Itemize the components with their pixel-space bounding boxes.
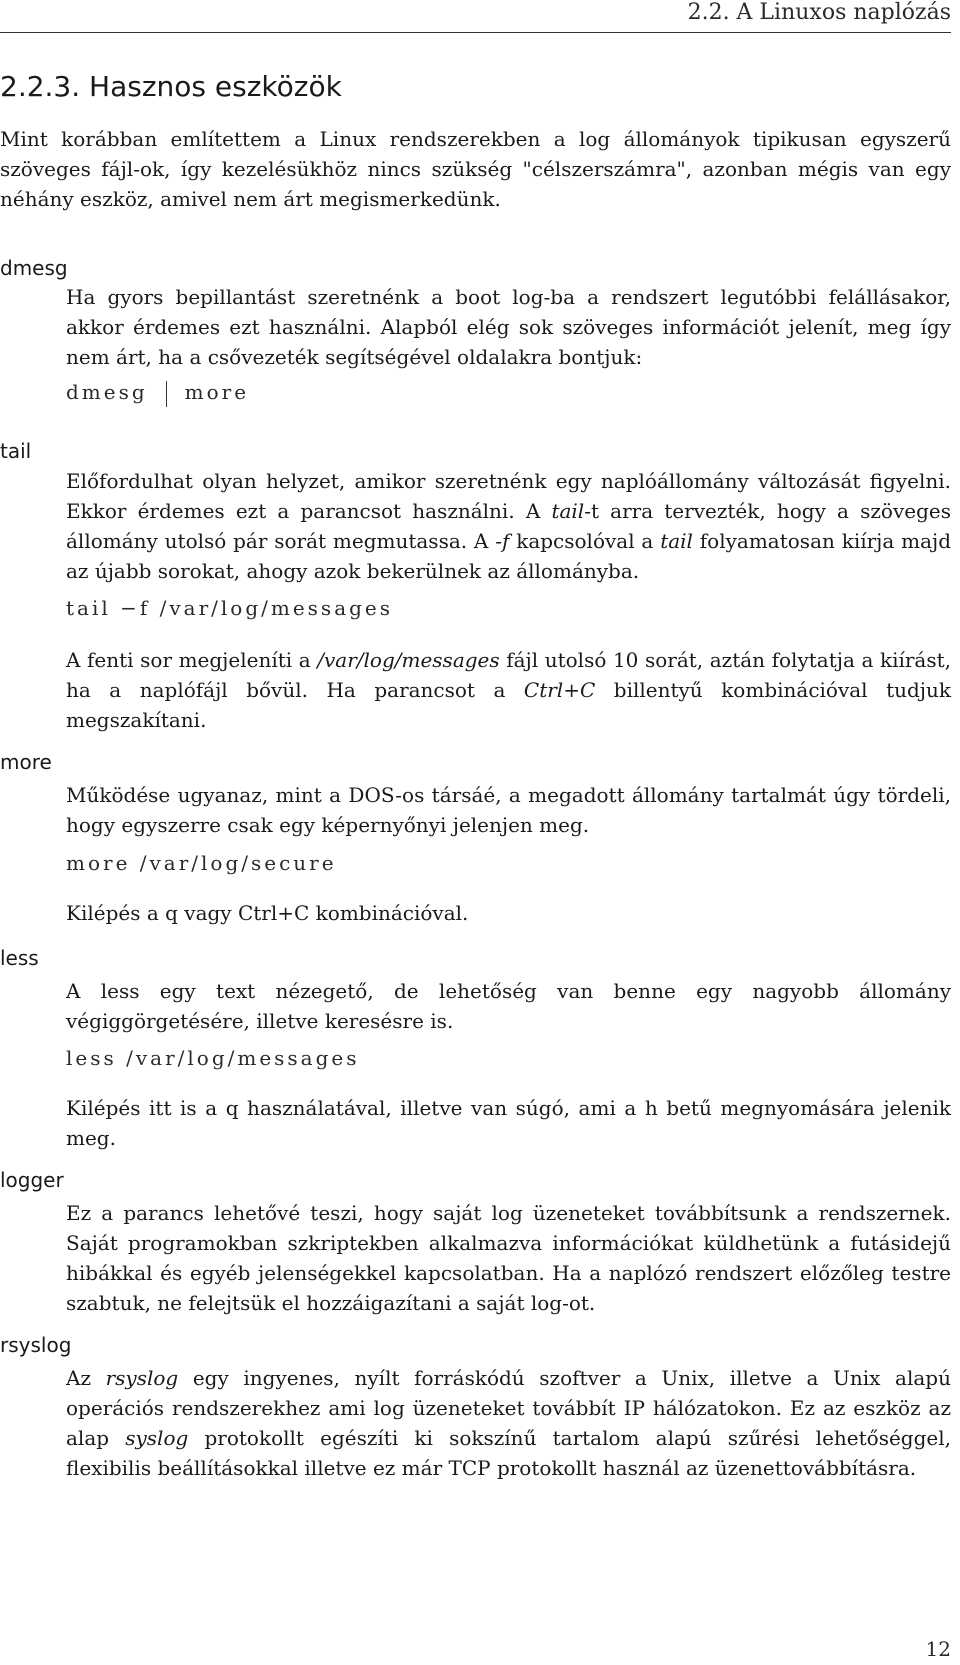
tail-explanation: A fenti sor megjeleníti a /var/log/messages fájl utolsó 10 sorát, aztán folytatja a kiírást, ha a naplófájl bővül. Ha parancsot a Ctrl+C billentyű kombinációval tudjuk megszakítani. [66, 648, 952, 732]
dmesg-code [66, 380, 249, 407]
term-more: more [0, 750, 52, 774]
less-code: less /var/log/messages [66, 1046, 360, 1070]
logger-description: Ez a parancs lehetővé teszi, hogy saját log üzeneteket továbbítsunk a rendszernek. Saját programokban szkriptekben alkalmazva információkat küldhetünk a futásidejű hibákkal és egyéb jelenségekkel kapcsolatban. Ha a naplózó rendszert előzőleg testre szabtuk, ne felejtsük el hozzáigazítani a saját log-ot. [66, 1201, 951, 1315]
less-explanation: Kilépés itt is a q használatával, illetve van súgó, ami a h betű megnyomására jelenik meg. [66, 1096, 951, 1150]
dmesg-description: Ha gyors bepillantást szeretnénk a boot log-ba a rendszert legutóbbi felállásakor, akkor érdemes ezt használni. Alapból elég sok szöveges információt jelenít, meg így nem árt, ha a csővezeték segítségével oldalakra bontjuk: [66, 285, 951, 369]
rsyslog-description: Az rsyslog egy ingyenes, nyílt forráskódú szoftver a Unix, illetve a Unix alapú operációs rendszerekhez ami log üzeneteket továbbít IP hálózatokon. Ez az eszköz az alap syslog protokollt egészíti ki sokszínű tartalom alapú szűrési lehetőséggel, flexibilis beállításokkal illetve ez már TCP protokollt használ az üzenettovábbításra. [66, 1366, 951, 1480]
tail-description: Előfordulhat olyan helyzet, amikor szeretnénk egy naplóállomány változását figyelni. Ekkor érdemes ezt a parancsot használni. A tail-t arra tervezték, hogy a szöveges állomány utolsó pár sorát megmutassa. A -f kapcsolóval a tail folyamatosan kiírja majd az újabb sorokat, ahogy azok bekerülnek az állományba. [66, 469, 952, 583]
less-description: A less egy text nézegető, de lehetőség van benne egy nagyobb állomány végiggörgetésére, illetve keresésre is. [66, 979, 951, 1033]
tail-code: tail −f /var/log/messages [66, 596, 394, 620]
running-head: 2.2. A Linuxos naplózás [687, 0, 951, 25]
dmesg-code-command: dmesg [66, 380, 148, 404]
term-dmesg: dmesg [0, 256, 68, 280]
term-logger: logger [0, 1168, 64, 1192]
section-heading: 2.2.3. Hasznos eszközök [0, 70, 342, 103]
term-rsyslog: rsyslog [0, 1333, 72, 1357]
term-tail: tail [0, 439, 32, 463]
more-code: more /var/log/secure [66, 851, 337, 875]
more-explanation: Kilépés a q vagy Ctrl+C kombinációval. [66, 901, 469, 925]
term-less: less [0, 946, 39, 970]
header-rule [0, 32, 951, 33]
page-number: 12 [925, 1637, 951, 1661]
dmesg-code-pipe-target: more [184, 380, 250, 404]
section-intro: Mint korábban említettem a Linux rendszerekben a log állományok tipikusan egyszerű szöveges fájl-ok, így kezelésükhöz nincs szükség "célszerszámra", azonban mégis van egy néhány eszköz, amivel nem árt megismerkedünk. [0, 127, 951, 211]
pipe-symbol [166, 381, 167, 407]
more-description: Működése ugyanaz, mint a DOS-os társáé, a megadott állomány tartalmát úgy tördeli, hogy egyszerre csak egy képernyőnyi jelenjen meg. [66, 783, 951, 837]
